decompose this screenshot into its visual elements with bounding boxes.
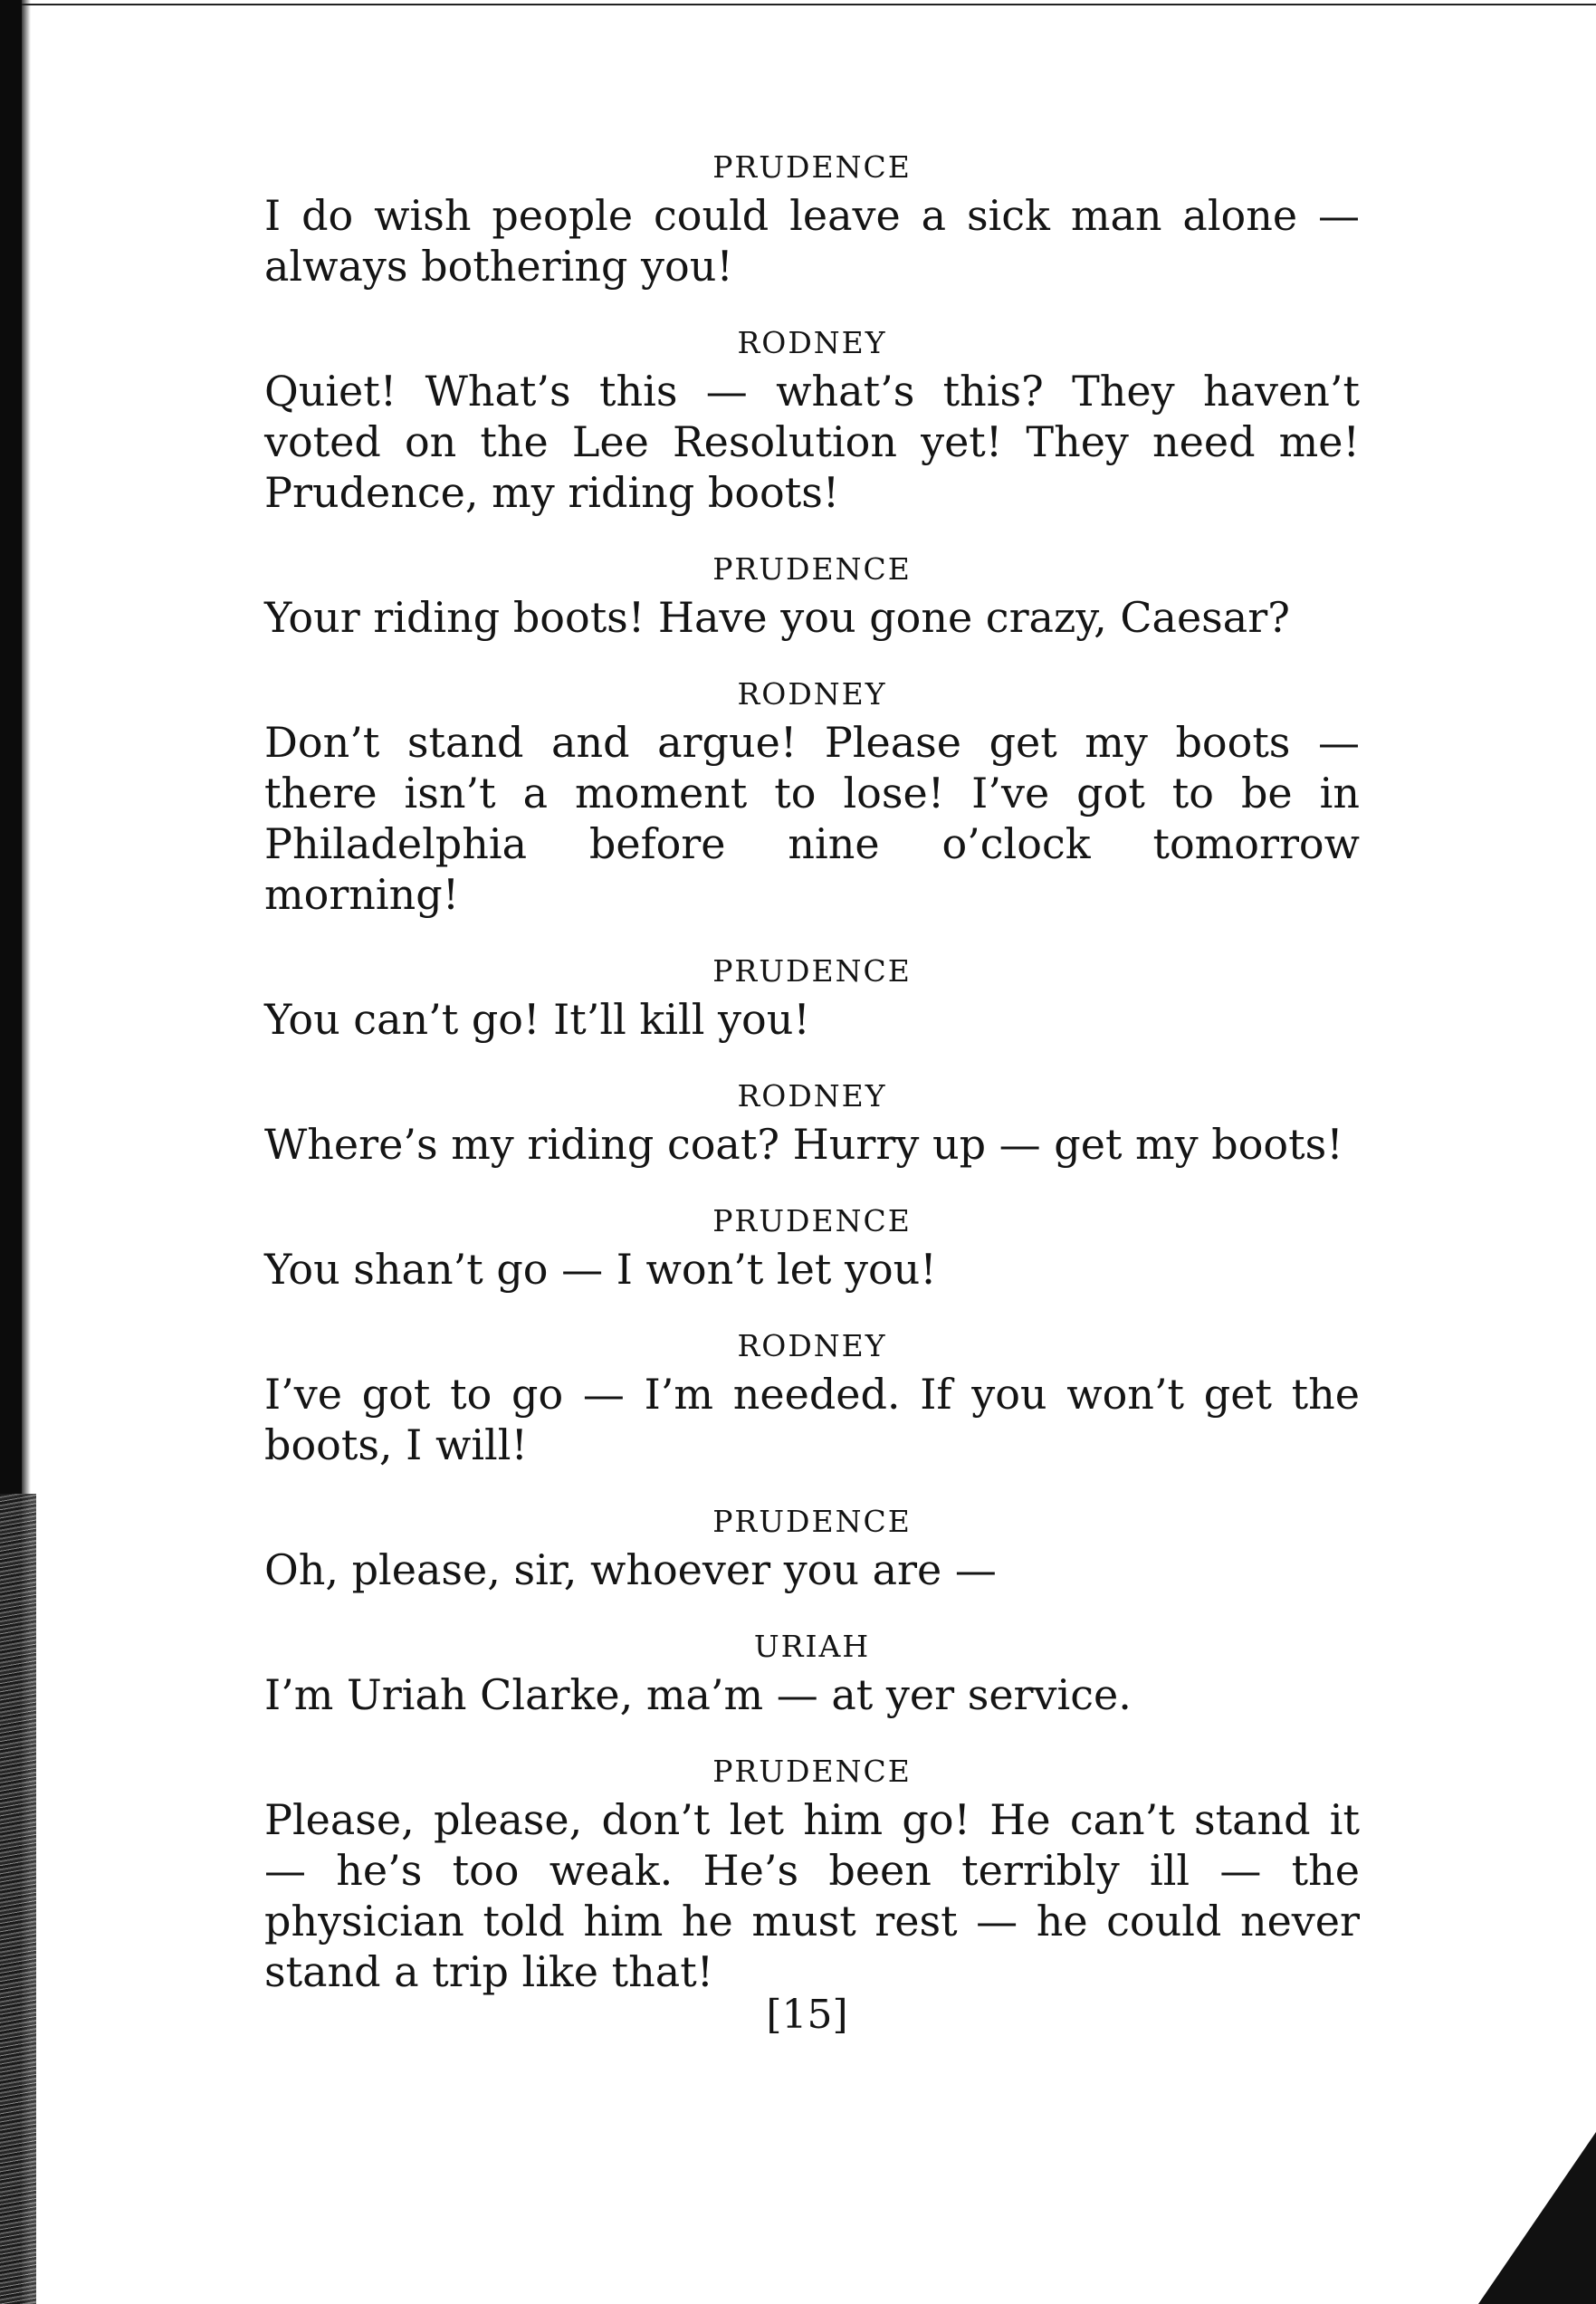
speech-text: Your riding boots! Have you gone crazy, Caesar? [264, 593, 1290, 642]
speaker-name: PRUDENCE [712, 149, 912, 185]
page-corner-shadow [1478, 2132, 1596, 2304]
speech-text: Don’t stand and argue! Please get my boots — there isn’t a moment to lose! I’ve got to be in Philadelphia before nine o’clock tomorrow morning! [264, 718, 1360, 919]
speaker-name: PRUDENCE [712, 1504, 912, 1539]
speech-text: Quiet! What’s this — what’s this? They haven’t voted on the Lee Resolution yet! They need me! Prudence, my riding boots! [264, 367, 1360, 517]
speaker-name: PRUDENCE [712, 1203, 912, 1238]
speaker-name: URIAH [753, 1629, 871, 1664]
speaker-name: RODNEY [737, 325, 887, 360]
page-top-edge [22, 4, 1596, 5]
speech-text: I’m Uriah Clarke, ma’m — at yer service. [264, 1670, 1132, 1719]
speech-text: I’ve got to go — I’m needed. If you won’t get the boots, I will! [264, 1370, 1360, 1469]
speaker-name: PRUDENCE [712, 1754, 912, 1789]
speaker-name: PRUDENCE [712, 953, 912, 989]
speech-text: I do wish people could leave a sick man alone — always bothering you! [264, 191, 1360, 291]
speaker-name: RODNEY [737, 1078, 887, 1114]
speech-text: Please, please, don’t let him go! He can’t stand it — he’s too weak. He’s been terribly ill — the physician told him he must rest — he could never stand a trip like that! [264, 1795, 1360, 1996]
play-script-text [264, 145, 1360, 1997]
speech-text: You can’t go! It’ll kill you! [264, 995, 810, 1044]
binding-frayed-edge [0, 1494, 36, 2304]
page-number: [15] [766, 1992, 848, 2038]
speech-text: Oh, please, sir, whoever you are — [264, 1545, 997, 1594]
speaker-name: PRUDENCE [712, 551, 912, 587]
speaker-name: RODNEY [737, 676, 887, 712]
speech-text: You shan’t go — I won’t let you! [264, 1245, 937, 1294]
speaker-name: RODNEY [737, 1328, 887, 1363]
speech-text: Where’s my riding coat? Hurry up — get my boots! [264, 1120, 1343, 1169]
